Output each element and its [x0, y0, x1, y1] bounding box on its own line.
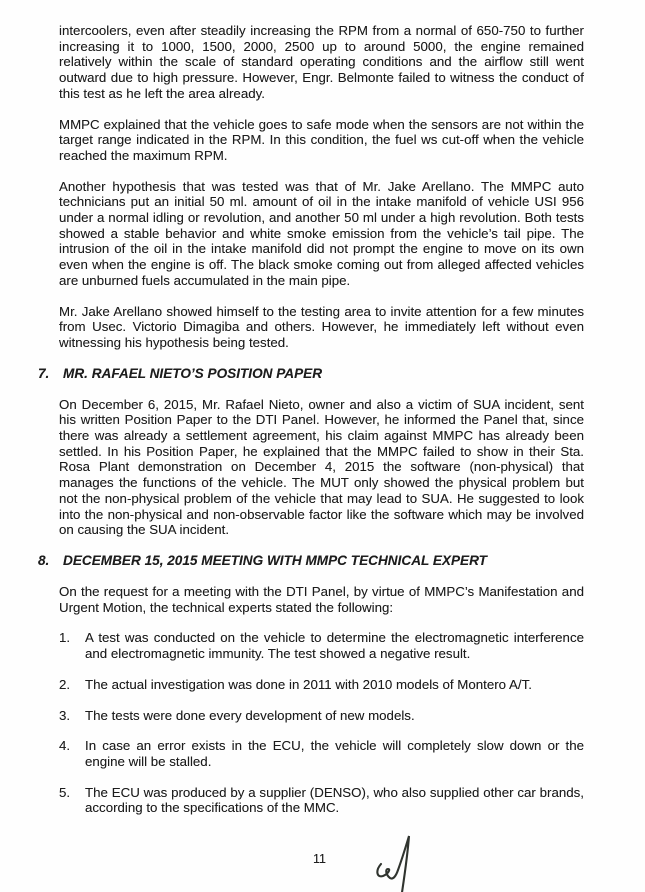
- list-item-5-number: 5.: [59, 784, 71, 800]
- paragraph-intercoolers-test: intercoolers, even after steadily increasing the RPM from a normal of 650-750 to further increasing it to 1000, 1500, 2000, 2500 up to around 5000, the engine remained relatively within the scale of standard operating conditions and the airflow still went outward due to high pressure. However, Engr. Belmonte failed to witness the conduct of this test as he left the area already.: [59, 23, 584, 101]
- list-item-1-number: 1.: [59, 630, 71, 646]
- paragraph-meeting-intro: On the request for a meeting with the DTI Panel, by virtue of MMPC’s Manifestation and Urgent Motion, the technical experts stated the following:: [59, 583, 584, 615]
- list-item-5-text: The ECU was produced by a supplier (DENSO), who also supplied other car brands, according to the specifications of the MMC.: [85, 784, 584, 816]
- paragraph-arellano-showed: Mr. Jake Arellano showed himself to the testing area to invite attention for a few minutes from Usec. Victorio Dimagiba and others. However, he immediately left without even witnessing his hypothesis being tested.: [59, 303, 584, 350]
- section-7-number: 7.: [38, 365, 50, 381]
- handwritten-signature-mark: [374, 833, 426, 892]
- list-item-3: [59, 708, 584, 724]
- list-item-2-number: 2.: [59, 676, 71, 692]
- paragraph-nieto-position: On December 6, 2015, Mr. Rafael Nieto, owner and also a victim of SUA incident, sent his written Position Paper to the DTI Panel. However, he informed the Panel that, since there was already a settlement agreement, his claim against MMPC has already been settled. In his Position Paper, he explained that the MMPC failed to show in their Sta. Rosa Plant demonstration on December 4, 2015 the software (non-physical) that manages the functions of the vehicle. The MUT only showed the physical problem but not the non-physical problem of the vehicle that may lead to SUA. He suggested to look into the non-physical and non-observable factor like the software which may be involved on causing the SUA incident.: [59, 396, 584, 538]
- list-item-1: [59, 630, 584, 661]
- list-item-3-text: The tests were done every development of new models.: [85, 707, 415, 723]
- list-item-2: [59, 677, 584, 693]
- section-8-number: 8.: [38, 552, 50, 568]
- section-heading-7: [38, 366, 584, 382]
- list-item-4-number: 4.: [59, 738, 71, 754]
- list-item-2-text: The actual investigation was done in 2011 with 2010 models of Montero A/T.: [85, 676, 532, 692]
- page-number: 11: [313, 852, 326, 866]
- section-7-title: MR. RAFAEL NIETO’S POSITION PAPER: [63, 365, 323, 381]
- list-item-1-text: A test was conducted on the vehicle to determine the electromagnetic interference and electromagnetic immunity. The test showed a negative result.: [85, 630, 584, 662]
- list-item-4: [59, 738, 584, 769]
- numbered-list: [59, 630, 584, 816]
- paragraph-safe-mode: MMPC explained that the vehicle goes to safe mode when the sensors are not within the target range indicated in the RPM. In this condition, the fuel ws cut-off when the vehicle reached the maximum RPM.: [59, 116, 584, 163]
- section-heading-8: [38, 553, 584, 569]
- list-item-5: [59, 785, 584, 816]
- section-8-title: DECEMBER 15, 2015 MEETING WITH MMPC TECHNICAL EXPERT: [63, 552, 487, 568]
- list-item-4-text: In case an error exists in the ECU, the vehicle will completely slow down or the engine will be stalled.: [85, 738, 584, 769]
- paragraph-arellano-hypothesis: Another hypothesis that was tested was that of Mr. Jake Arellano. The MMPC auto technicians put an initial 50 ml. amount of oil in the intake manifold of vehicle USI 956 under a normal idling or revolution, and another 50 ml under a high revolution. Both tests showed a stable behavior and white smoke emission from the vehicle’s tail pipe. The intrusion of the oil in the intake manifold did not prompt the engine to move on its own even when the engine is off. The black smoke coming out from alleged affected vehicles are unburned fuels accumulated in the main pipe.: [59, 178, 584, 288]
- list-item-3-number: 3.: [59, 707, 71, 723]
